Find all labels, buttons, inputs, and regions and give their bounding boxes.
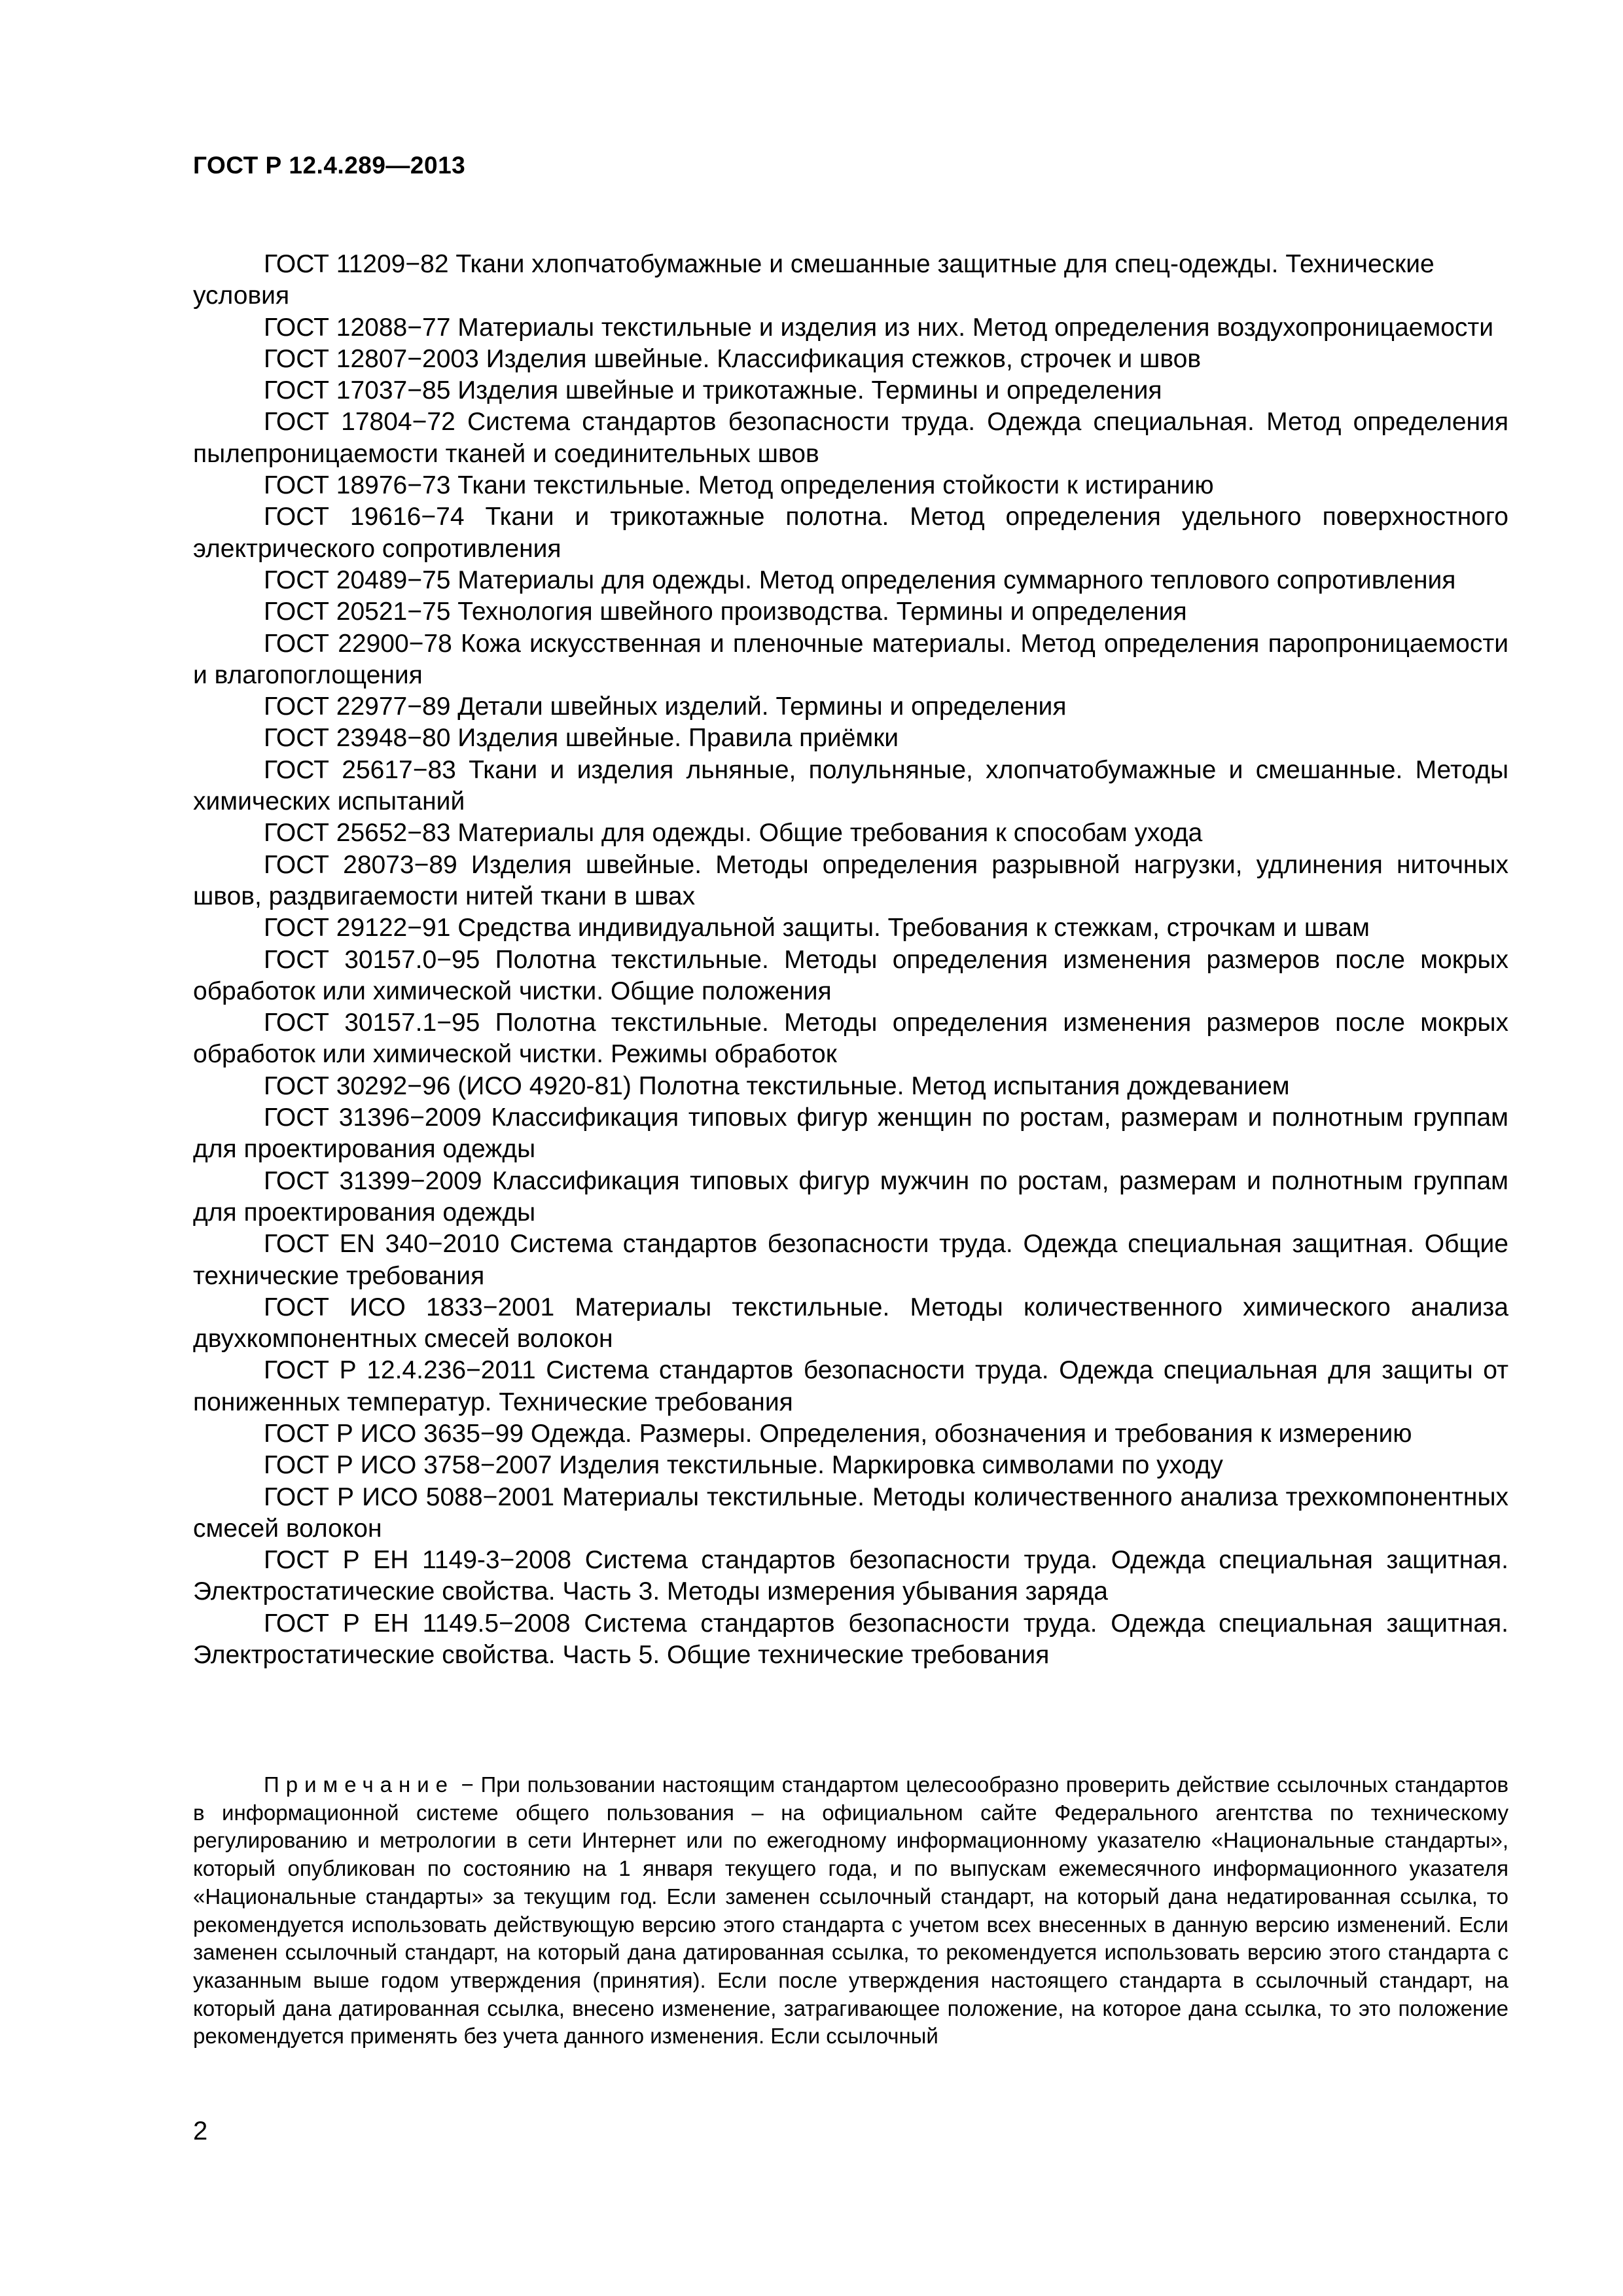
reference-item: ГОСТ 31399−2009 Классификация типовых фигур мужчин по ростам, размерам и полнотным группам для проектирования одежды (193, 1166, 1508, 1227)
reference-item: ГОСТ 30157.1−95 Полотна текстильные. Методы определения изменения размеров после мокрых обработок или химической чистки. Режимы обработок (193, 1009, 1508, 1069)
reference-item: ГОСТ 29122−91 Средства индивидуальной защиты. Требования к стежкам, строчкам и швам (264, 914, 1370, 942)
reference-item: ГОСТ 17804−72 Система стандартов безопасности труда. Одежда специальная. Метод определения пылепроницаемости тканей и соединительных швов (193, 408, 1508, 468)
reference-item: ГОСТ 25652−83 Материалы для одежды. Общие требования к способам ухода (264, 819, 1203, 848)
reference-item: ГОСТ 31396−2009 Классификация типовых фигур женщин по ростам, размерам и полнотным группам для проектирования одежды (193, 1103, 1508, 1164)
reference-item: ГОСТ 25617−83 Ткани и изделия льняные, полульняные, хлопчатобумажные и смешанные. Методы химических испытаний (193, 755, 1508, 816)
reference-item: ГОСТ 23948−80 Изделия швейные. Правила приёмки (264, 724, 899, 753)
reference-item: ГОСТ 11209−82 Ткани хлопчатобумажные и смешанные защитные для спец-одежды. Технические условия (193, 250, 1435, 310)
reference-item: ГОСТ 30292−96 (ИСО 4920-81) Полотна текстильные. Метод испытания дождеванием (264, 1071, 1290, 1100)
note-label: Примечание (264, 1772, 455, 1797)
reference-item: ГОСТ 20489−75 Материалы для одежды. Метод определения суммарного теплового сопротивления (264, 565, 1456, 594)
reference-item: ГОСТ EN 340−2010 Система стандартов безопасности труда. Одежда специальная защитная. Общие технические требования (193, 1230, 1508, 1290)
reference-item: ГОСТ Р ЕН 1149-3−2008 Система стандартов безопасности труда. Одежда специальная защитная. Электростатические свойства. Часть 3. Методы измерения убывания заряда (193, 1546, 1508, 1606)
reference-item: ГОСТ 30157.0−95 Полотна текстильные. Методы определения изменения размеров после мокрых обработок или химической чистки. Общие положения (193, 945, 1508, 1005)
page-number: 2 (193, 2117, 208, 2145)
document-header: ГОСТ Р 12.4.289—2013 (193, 152, 466, 179)
normative-references (193, 249, 1508, 1671)
reference-item: ГОСТ Р 12.4.236−2011 Система стандартов безопасности труда. Одежда специальная для защиты от пониженных температур. Технические требования (193, 1356, 1508, 1416)
reference-item: ГОСТ 22900−78 Кожа искусственная и пленочные материалы. Метод определения паропроницаемости и влагопоглощения (193, 629, 1508, 689)
reference-item: ГОСТ 12088−77 Материалы текстильные и изделия из них. Метод определения воздухопроницаемости (264, 313, 1494, 342)
reference-item: ГОСТ 20521−75 Технология швейного производства. Термины и определения (264, 598, 1187, 626)
reference-item: ГОСТ 22977−89 Детали швейных изделий. Термины и определения (264, 692, 1067, 721)
reference-item: ГОСТ 18976−73 Ткани текстильные. Метод определения стойкости к истиранию (264, 471, 1214, 500)
reference-item: ГОСТ 19616−74 Ткани и трикотажные полотна. Метод определения удельного поверхностного электрического сопротивления (193, 503, 1508, 563)
reference-item: ГОСТ Р ИСО 3635−99 Одежда. Размеры. Определения, обозначения и требования к измерению (264, 1419, 1412, 1448)
reference-item: ГОСТ Р ИСО 3758−2007 Изделия текстильные. Маркировка символами по уходу (264, 1451, 1223, 1480)
reference-item: ГОСТ Р ИСО 5088−2001 Материалы текстильные. Методы количественного анализа трехкомпонентных смесей волокон (193, 1482, 1508, 1543)
reference-item: ГОСТ 17037−85 Изделия швейные и трикотажные. Термины и определения (264, 376, 1162, 405)
reference-item: ГОСТ 12807−2003 Изделия швейные. Классификация стежков, строчек и швов (264, 344, 1202, 373)
reference-item: ГОСТ ИСО 1833−2001 Материалы текстильные. Методы количественного химического анализа двухкомпонентных смесей волокон (193, 1293, 1508, 1354)
reference-item: ГОСТ 28073−89 Изделия швейные. Методы определения разрывной нагрузки, удлинения ниточных швов, раздвигаемости нитей ткани в швах (193, 850, 1508, 910)
note-text: − При пользовании настоящим стандартом целесообразно проверить действие ссылочных стандартов в информационной системе общего пользования – на официальном сайте Федерального агентства по техническому регулированию и метрологии в сети Интернет или по ежегодному информационному указателю «Национальные стандарты», который опубликован по состоянию на 1 января текущего года, и по выпускам ежемесячного информационного указателя «Национальные стандарты» за текущим год. Если заменен ссылочный стандарт, на который дана недатированная ссылка, то рекомендуется использовать действующую версию этого стандарта с учетом всех внесенных в данную версию изменений. Если заменен ссылочный стандарт, на который дана датированная ссылка, то рекомендуется использовать версию этого стандарта с указанным выше годом утверждения (принятия). Если после утверждения настоящего стандарта в ссылочный стандарт, на который дана датированная ссылка, внесено изменение, затрагивающее положение, на которое дана ссылка, то это положение рекомендуется применять без учета данного изменения. Если ссылочный (193, 1772, 1508, 2049)
reference-item: ГОСТ Р ЕН 1149.5−2008 Система стандартов безопасности труда. Одежда специальная защитная. Электростатические свойства. Часть 5. Общие технические требования (193, 1609, 1508, 1670)
note-paragraph (193, 1771, 1508, 2051)
